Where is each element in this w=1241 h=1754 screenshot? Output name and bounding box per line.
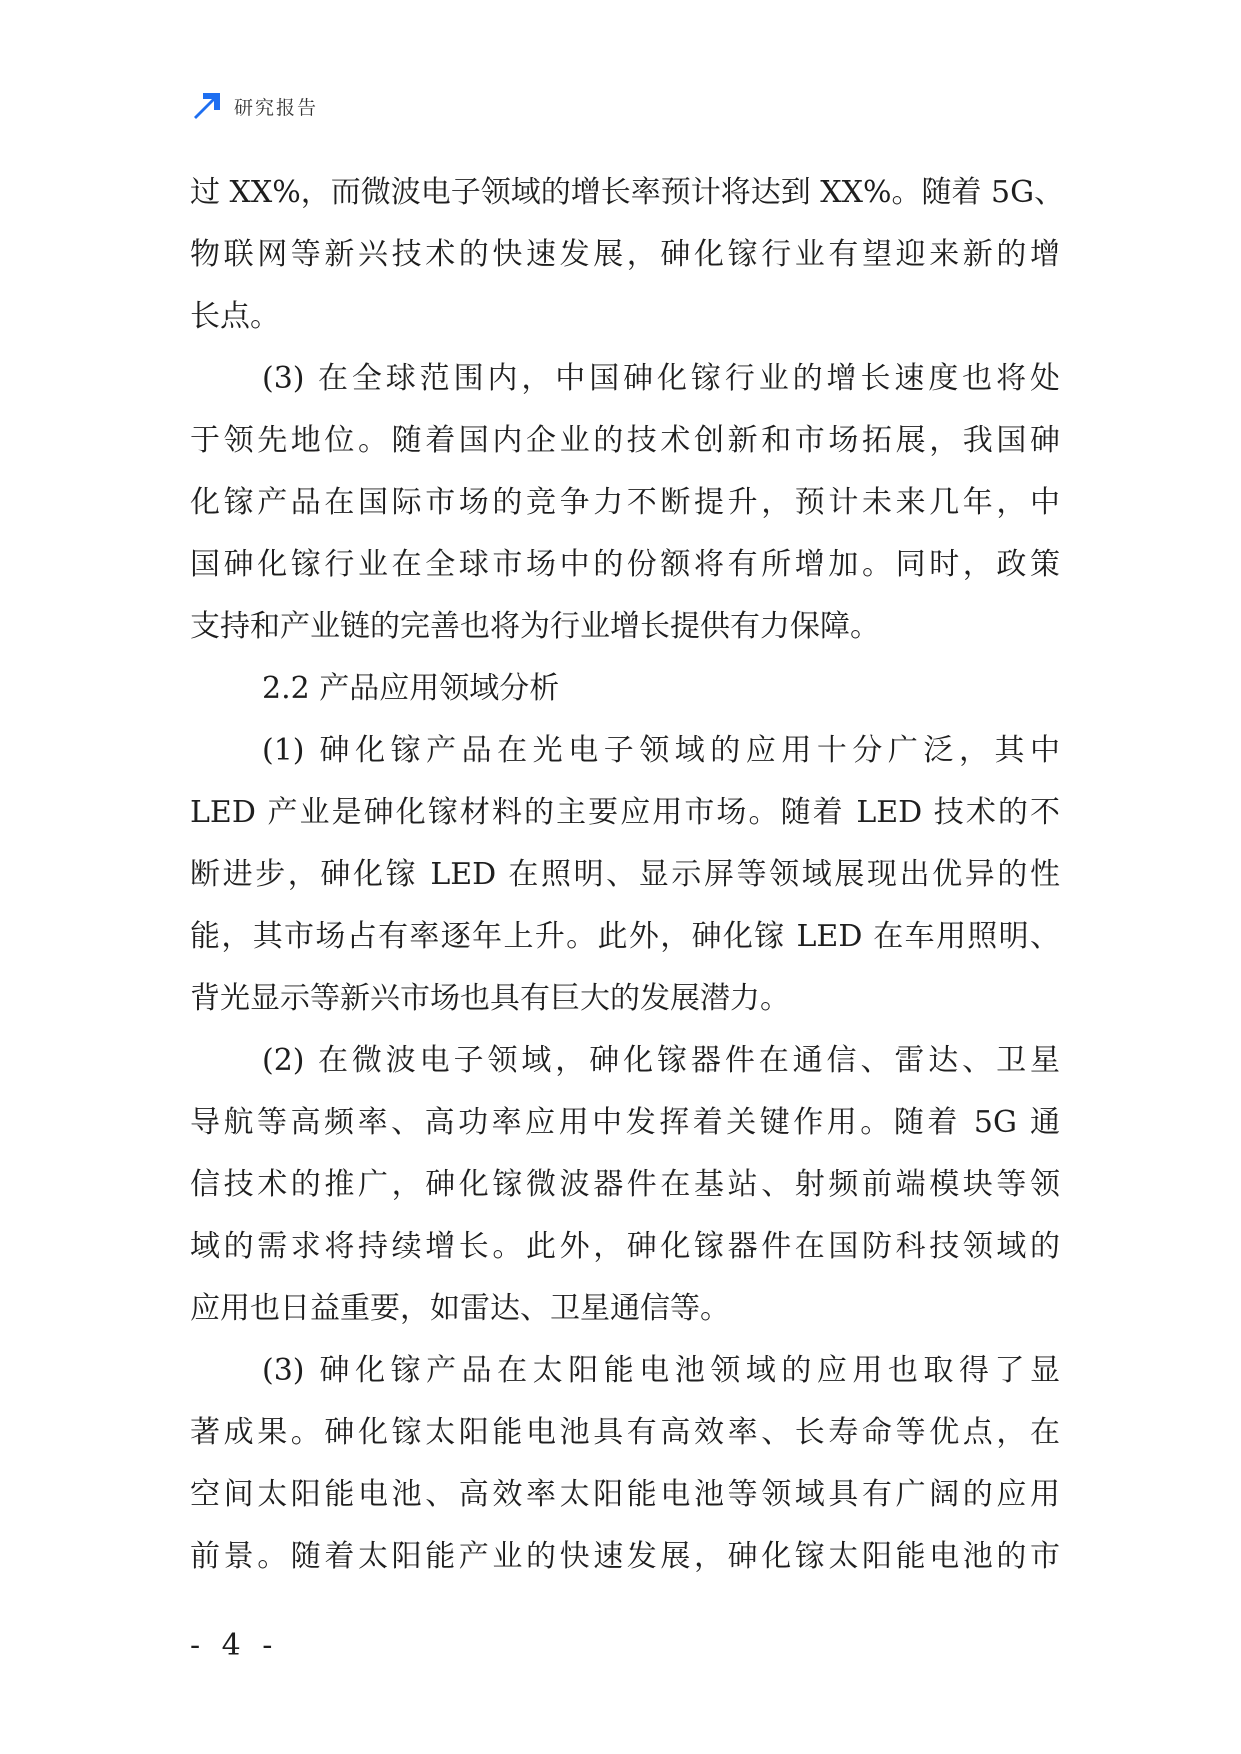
text-line: (1) 砷化镓产品在光电子领域的应用十分广泛，其中 (262, 733, 1060, 768)
text-line: 化镓产品在国际市场的竞争力不断提升，预计未来几年，中 (190, 485, 1060, 520)
section-heading: 2.2 产品应用领域分析 (262, 671, 560, 706)
text-line: 应用也日益重要，如雷达、卫星通信等。 (190, 1291, 730, 1326)
report-body (190, 162, 1065, 1588)
page-header (190, 88, 318, 124)
text-line: (3) 砷化镓产品在太阳能电池领域的应用也取得了显 (262, 1353, 1060, 1388)
text-line: LED 产业是砷化镓材料的主要应用市场。随着 LED 技术的不 (190, 795, 1060, 830)
text-line: 信技术的推广，砷化镓微波器件在基站、射频前端模块等领 (190, 1167, 1060, 1202)
text-line: 断进步，砷化镓 LED 在照明、显示屏等领域展现出优异的性 (190, 857, 1060, 892)
text-line: 域的需求将持续增长。此外，砷化镓器件在国防科技领域的 (190, 1229, 1060, 1264)
text-line: 背光显示等新兴市场也具有巨大的发展潜力。 (190, 981, 790, 1016)
page-number: - 4 - (190, 1628, 279, 1663)
text-line: 前景。随着太阳能产业的快速发展，砷化镓太阳能电池的市 (190, 1539, 1060, 1574)
text-line: 能，其市场占有率逐年上升。此外，砷化镓 LED 在车用照明、 (190, 919, 1060, 954)
text-line: 导航等高频率、高功率应用中发挥着关键作用。随着 5G 通 (190, 1105, 1060, 1140)
text-line: 长点。 (190, 299, 280, 334)
report-title: 研究报告 (234, 96, 319, 119)
arrow-up-right-icon (190, 89, 224, 123)
text-line: 空间太阳能电池、高效率太阳能电池等领域具有广阔的应用 (190, 1477, 1060, 1512)
text-line: (2) 在微波电子领域，砷化镓器件在通信、雷达、卫星 (262, 1043, 1060, 1078)
text-line: 过 XX%，而微波电子领域的增长率预计将达到 XX%。随着 5G、 (190, 175, 1065, 210)
text-line: (3) 在全球范围内，中国砷化镓行业的增长速度也将处 (262, 361, 1060, 396)
text-line: 支持和产业链的完善也将为行业增长提供有力保障。 (190, 609, 880, 644)
text-line: 于领先地位。随着国内企业的技术创新和市场拓展，我国砷 (190, 423, 1060, 458)
text-line: 著成果。砷化镓太阳能电池具有高效率、长寿命等优点，在 (190, 1415, 1060, 1450)
text-line: 国砷化镓行业在全球市场中的份额将有所增加。同时，政策 (190, 547, 1060, 582)
text-line: 物联网等新兴技术的快速发展，砷化镓行业有望迎来新的增 (190, 237, 1060, 272)
